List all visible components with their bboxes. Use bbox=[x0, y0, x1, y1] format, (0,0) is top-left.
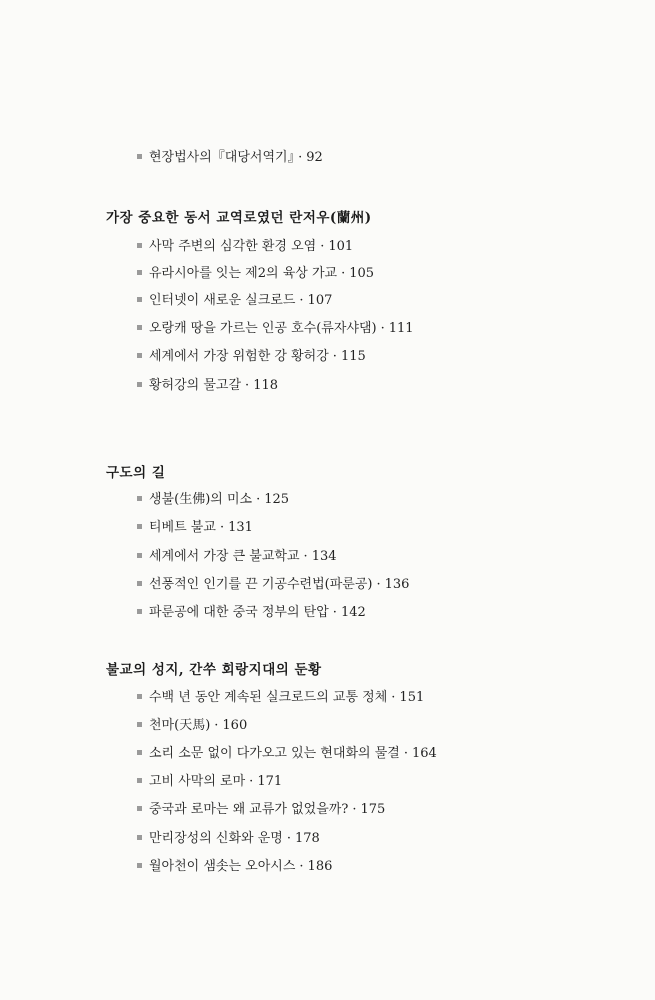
entry-page: 142 bbox=[340, 605, 366, 620]
bullet-icon bbox=[137, 325, 142, 330]
entry-page: 125 bbox=[264, 492, 290, 507]
toc-entry bbox=[137, 146, 323, 165]
toc-entry bbox=[137, 827, 320, 846]
separator: · bbox=[303, 549, 308, 564]
entry-title: 월아천이 샘솟는 오아시스 bbox=[149, 859, 296, 874]
entry-page: 118 bbox=[253, 378, 279, 393]
section-heading: 불교의 성지, 간쑤 회랑지대의 둔황 bbox=[106, 662, 322, 678]
entry-page: 134 bbox=[311, 549, 337, 564]
entry-title: 수백 년 동안 계속된 실크로드의 교통 정체 bbox=[149, 690, 388, 705]
entry-page: 105 bbox=[349, 266, 375, 281]
bullet-icon bbox=[137, 524, 142, 529]
separator: · bbox=[245, 378, 250, 393]
entry-page: 160 bbox=[222, 718, 248, 733]
toc-entry bbox=[137, 374, 278, 393]
bullet-icon bbox=[137, 750, 142, 755]
entry-title: 유라시아를 잇는 제2의 육상 가교 bbox=[149, 266, 338, 281]
bullet-icon bbox=[137, 806, 142, 811]
entry-page: 178 bbox=[295, 831, 320, 846]
bullet-icon bbox=[137, 297, 142, 302]
entry-page: 131 bbox=[228, 520, 253, 535]
entry-title: 만리장성의 신화와 운명 bbox=[149, 831, 283, 846]
toc-entry bbox=[137, 686, 424, 705]
entry-page: 186 bbox=[307, 859, 333, 874]
toc-entry bbox=[137, 235, 353, 254]
separator: · bbox=[249, 774, 254, 789]
entry-page: 111 bbox=[388, 321, 414, 336]
section-heading: 구도의 길 bbox=[106, 465, 166, 481]
separator: · bbox=[256, 492, 261, 507]
bullet-icon bbox=[137, 353, 142, 358]
bullet-icon bbox=[137, 778, 142, 783]
bullet-icon bbox=[137, 553, 142, 558]
entry-page: 151 bbox=[399, 690, 425, 705]
separator: · bbox=[298, 150, 303, 165]
entry-title: 오랑캐 땅을 가르는 인공 호수(류자샤댐) bbox=[149, 321, 377, 336]
toc-entry bbox=[137, 770, 282, 789]
entry-page: 171 bbox=[257, 774, 283, 789]
bullet-icon bbox=[137, 581, 142, 586]
bullet-icon bbox=[137, 835, 142, 840]
separator: · bbox=[380, 321, 385, 336]
entry-title: 고비 사막의 로마 bbox=[149, 774, 246, 789]
entry-title: 중국과 로마는 왜 교류가 없었을까? bbox=[149, 802, 349, 817]
separator: · bbox=[332, 605, 337, 620]
toc-entry bbox=[137, 516, 253, 535]
bullet-icon bbox=[137, 863, 142, 868]
toc-entry bbox=[137, 488, 289, 507]
entry-title: 소리 소문 없이 다가오고 있는 현대화의 물결 bbox=[149, 746, 400, 761]
toc-entry bbox=[137, 345, 366, 364]
toc-entry bbox=[137, 714, 247, 733]
separator: · bbox=[403, 746, 408, 761]
entry-title: 천마(天馬) bbox=[149, 718, 211, 733]
bullet-icon bbox=[137, 243, 142, 248]
entry-page: 101 bbox=[328, 239, 354, 254]
separator: · bbox=[214, 718, 219, 733]
bullet-icon bbox=[137, 382, 142, 387]
entry-title: 파룬공에 대한 중국 정부의 탄압 bbox=[149, 605, 329, 620]
entry-page: 115 bbox=[340, 349, 366, 364]
entry-page: 136 bbox=[384, 577, 410, 592]
separator: · bbox=[286, 831, 291, 846]
bullet-icon bbox=[137, 154, 142, 159]
toc-entry bbox=[137, 855, 332, 874]
toc-entry bbox=[137, 262, 374, 281]
toc-entry bbox=[137, 317, 414, 336]
toc-entry bbox=[137, 601, 366, 620]
toc-entry bbox=[137, 545, 337, 564]
bullet-icon bbox=[137, 722, 142, 727]
separator: · bbox=[391, 690, 396, 705]
entry-title: 세계에서 가장 큰 불교학교 bbox=[149, 549, 300, 564]
entry-page: 92 bbox=[306, 150, 323, 165]
toc-entry bbox=[137, 573, 409, 592]
entry-title: 선풍적인 인기를 끈 기공수련법(파룬공) bbox=[149, 577, 373, 592]
separator: · bbox=[352, 802, 357, 817]
toc-entry bbox=[137, 289, 332, 308]
entry-title: 세계에서 가장 위험한 강 황허강 bbox=[149, 349, 329, 364]
entry-page: 107 bbox=[307, 293, 333, 308]
entry-page: 164 bbox=[411, 746, 437, 761]
entry-title: 인터넷이 새로운 실크로드 bbox=[149, 293, 296, 308]
toc-entry bbox=[137, 742, 437, 761]
toc-entry bbox=[137, 798, 385, 817]
bullet-icon bbox=[137, 609, 142, 614]
section-heading: 가장 중요한 동서 교역로였던 란저우(蘭州) bbox=[106, 210, 372, 226]
separator: · bbox=[320, 239, 325, 254]
bullet-icon bbox=[137, 270, 142, 275]
bullet-icon bbox=[137, 496, 142, 501]
entry-title: 생불(生佛)의 미소 bbox=[149, 492, 253, 507]
entry-title: 티베트 불교 bbox=[149, 520, 216, 535]
bullet-icon bbox=[137, 694, 142, 699]
entry-title: 황허강의 물고갈 bbox=[149, 378, 242, 393]
entry-title: 현장법사의『대당서역기』 bbox=[149, 150, 295, 165]
separator: · bbox=[332, 349, 337, 364]
entry-title: 사막 주변의 심각한 환경 오염 bbox=[149, 239, 317, 254]
separator: · bbox=[299, 293, 304, 308]
separator: · bbox=[219, 520, 225, 535]
separator: · bbox=[376, 577, 381, 592]
separator: · bbox=[341, 266, 346, 281]
separator: · bbox=[299, 859, 304, 874]
entry-page: 175 bbox=[360, 802, 386, 817]
